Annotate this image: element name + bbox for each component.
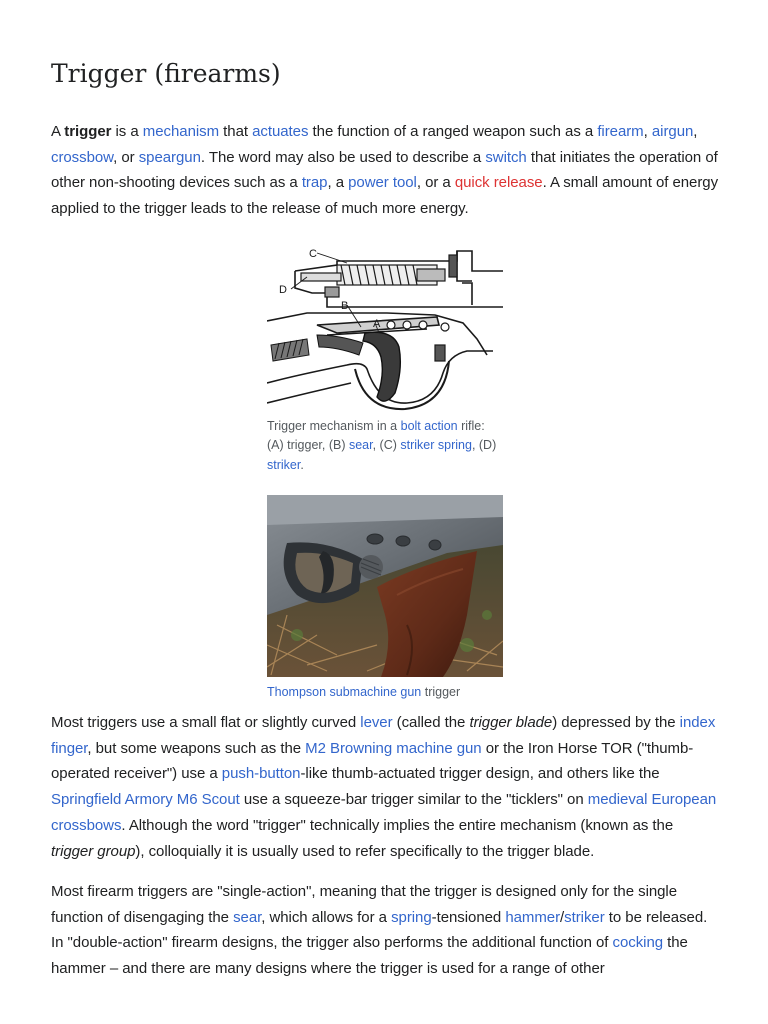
- link-m2-browning[interactable]: M2 Browning machine gun: [305, 739, 482, 757]
- trigger-mechanism-diagram[interactable]: [267, 243, 503, 411]
- figure-caption: [267, 683, 503, 702]
- link-striker-spring[interactable]: striker spring: [400, 438, 472, 453]
- link-striker[interactable]: striker: [564, 908, 605, 926]
- link-thompson[interactable]: Thompson submachine gun: [267, 685, 422, 699]
- link-sear[interactable]: sear: [233, 908, 262, 926]
- figure-caption: [267, 417, 503, 475]
- page-title: Trigger (firearms): [51, 59, 281, 88]
- text: Most triggers use a small flat or slightly curved: [51, 714, 361, 731]
- link-crossbow[interactable]: crossbow: [51, 148, 114, 166]
- figure-trigger-mechanism: [267, 243, 503, 475]
- text: -like thumb-actuated trigger design, and others like the: [300, 765, 660, 783]
- text: .: [300, 457, 304, 472]
- label-a: A: [373, 318, 381, 330]
- text: rifle: (A) trigger, (B): [267, 419, 485, 453]
- link-hammer[interactable]: hammer: [505, 908, 561, 926]
- italic-term: trigger blade: [469, 714, 553, 731]
- text: is a: [111, 123, 143, 140]
- text: the function of a ranged weapon such as a: [308, 123, 598, 140]
- text: Trigger mechanism in a: [267, 419, 401, 433]
- link-bolt-action[interactable]: bolt action: [400, 419, 458, 433]
- link-switch[interactable]: switch: [485, 148, 527, 166]
- bold-term: trigger: [64, 123, 112, 140]
- intro-paragraph: [51, 119, 719, 222]
- text: -tensioned: [431, 908, 506, 926]
- link-medieval-crossbows[interactable]: medieval European crossbows: [51, 791, 717, 834]
- thompson-trigger-photo[interactable]: [267, 495, 503, 677]
- text: . The word may also be used to describe a: [200, 148, 486, 166]
- text: A: [51, 123, 65, 140]
- figure-thompson-trigger: [267, 495, 503, 702]
- redlink-quick-release[interactable]: quick release: [454, 174, 543, 192]
- text: , (D): [471, 438, 497, 453]
- link-power-tool[interactable]: power tool: [348, 174, 417, 192]
- link-lever[interactable]: lever: [360, 714, 393, 731]
- text: that initiates the operation of other non-shooting devices such as a: [51, 148, 718, 192]
- text: , or a: [416, 174, 455, 192]
- text: the hammer – and there are many designs where the trigger is used for a range of other: [51, 934, 688, 978]
- link-index-finger[interactable]: index finger: [51, 714, 716, 757]
- paragraph-single-action: [51, 879, 719, 982]
- text: Most firearm triggers are "single-action", meaning that the trigger is designed only for the single function of disengaging the: [51, 883, 678, 926]
- link-mechanism[interactable]: mechanism: [142, 123, 220, 140]
- link-speargun[interactable]: speargun: [138, 148, 201, 166]
- text: , but some weapons such as the: [87, 739, 306, 757]
- text: ) depressed by the: [552, 714, 680, 731]
- link-airgun[interactable]: airgun: [651, 123, 694, 140]
- label-b: B: [341, 300, 349, 312]
- text: , (C): [372, 438, 401, 453]
- text: , which allows for a: [261, 908, 392, 926]
- link-sear[interactable]: sear: [348, 438, 373, 453]
- link-actuates[interactable]: actuates: [252, 123, 309, 140]
- link-trap[interactable]: trap: [301, 174, 328, 192]
- text: , a: [327, 174, 349, 192]
- link-cocking[interactable]: cocking: [612, 934, 664, 952]
- label-d: D: [279, 284, 287, 296]
- label-c: C: [309, 248, 317, 260]
- link-spring[interactable]: spring: [391, 908, 432, 926]
- text: . A small amount of energy applied to the trigger leads to the release of much more energy.: [51, 174, 719, 218]
- text: trigger: [421, 685, 461, 699]
- link-firearm[interactable]: firearm: [597, 123, 644, 140]
- text: or the Iron Horse TOR ("thumb-operated receiver") use a: [51, 739, 694, 783]
- text: ), colloquially it is usually used to refer specifically to the trigger blade.: [135, 842, 595, 860]
- text: ,: [643, 123, 652, 140]
- link-striker[interactable]: striker: [267, 457, 301, 472]
- text: . Although the word "trigger" technically implies the entire mechanism (known as the: [121, 816, 674, 834]
- italic-term: trigger group: [51, 842, 136, 860]
- text: ,: [693, 123, 698, 140]
- text: to be released. In "double-action" firearm designs, the trigger also performs the additional function of: [51, 908, 708, 952]
- text: (called the: [392, 714, 470, 731]
- link-springfield-m6[interactable]: Springfield Armory M6 Scout: [51, 791, 240, 809]
- paragraph-trigger-types: [51, 710, 719, 864]
- text: /: [560, 908, 565, 926]
- text: , or: [113, 148, 139, 166]
- text: that: [219, 123, 253, 140]
- link-push-button[interactable]: push-button: [221, 765, 301, 783]
- text: use a squeeze-bar trigger similar to the "ticklers" on: [239, 791, 588, 809]
